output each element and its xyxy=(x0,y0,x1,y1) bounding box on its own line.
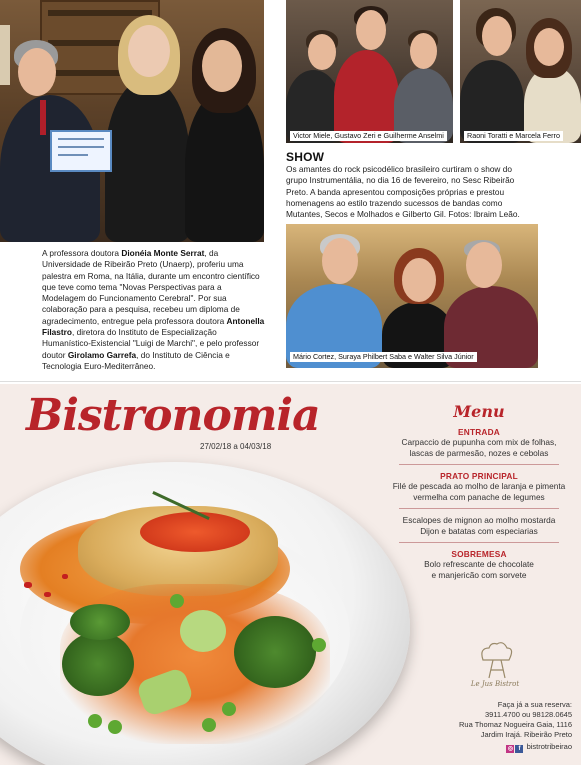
caption-toratti: Raoni Toratti e Marcela Ferro xyxy=(464,131,563,141)
name-serrat: Dionéia Monte Serrat xyxy=(121,248,205,258)
reserve-phones: 3911.4700 ou 98128.0645 xyxy=(484,710,572,719)
facebook-icon: f xyxy=(515,745,523,753)
name-filastro: Antonella Filastro xyxy=(42,315,265,338)
photo-toratti-ferro xyxy=(460,0,581,143)
bistrot-logo xyxy=(455,640,535,695)
menu-line: lascas de parmesão, nozes e cebolas xyxy=(409,448,549,458)
menu-heading-sobremesa: SOBREMESA xyxy=(451,549,507,559)
social-handle: bistrotribeirao xyxy=(526,742,572,751)
reserve-label: Faça já a sua reserva: xyxy=(497,700,572,709)
social-handle-row xyxy=(470,742,572,753)
menu-line: Escalopes de mignon ao molho mostarda xyxy=(402,515,556,525)
bistronomia-title: Bistronomia xyxy=(26,390,320,441)
reserve-neighborhood: Jardim Irajá. Ribeirão Preto xyxy=(480,730,572,739)
show-heading: SHOW xyxy=(286,150,325,164)
chef-tower-icon xyxy=(455,640,535,680)
reserve-address: Rua Thomaz Nogueira Gaia, 1116 xyxy=(459,720,572,729)
bistronomia-dates: 27/02/18 a 04/03/18 xyxy=(200,442,272,451)
menu-heading-entrada: ENTRADA xyxy=(458,427,500,437)
menu-line: Filé de pescada ao molho de laranja e pimenta xyxy=(392,481,566,491)
menu-principal xyxy=(386,471,572,543)
logo-lettering: Le Jus Bistrot xyxy=(470,680,520,688)
show-paragraph: Os amantes do rock psicodélico brasileiro curtiram o show do grupo Instrumentália, no dia 16 de fevereiro, no Sesc Ribeirão Preto. A banda apresentou composições próprias e prestou homenagens ao estilo trazendo sucessos de bandas como Mutantes, Secos e Molhados e Gilberto Gil. Fotos: Ibraim Leão. xyxy=(286,164,520,220)
caption-cortez: Mário Cortez, Suraya Philbert Saba e Walter Silva Júnior xyxy=(290,352,477,362)
menu-panel xyxy=(386,402,572,581)
serrat-article-paragraph: A professora doutora Dionéia Monte Serrat, da Universidade de Ribeirão Preto (Unaerp), proferiu uma palestra em Roma, na Itália, durante um encontro científico que teve como tema "Novas Perspectivas para a Modelagem do Funcionamento Cerebral". Por sua colaboração para a pesquisa, recebeu um diploma de agradecimento, entregue pela professora doutora Antonella Filastro, diretora do Instituto de Especialização Humanístico-Existencial "Luigi de Marchi", e pelo professor doutor Girolamo Garrefa, do Instituto de Ciência e Tecnologia Euro-Mediterrâneo. xyxy=(42,248,265,371)
menu-line: e manjericão com sorvete xyxy=(431,570,527,580)
menu-divider xyxy=(399,508,559,509)
name-garrefa: Girolamo Garrefa xyxy=(67,349,137,360)
reservation-info xyxy=(400,700,572,740)
menu-divider xyxy=(399,464,559,465)
photo-miele-zeri-anselmi xyxy=(286,0,453,143)
menu-line: vermelha com panache de legumes xyxy=(413,492,545,502)
menu-heading-principal: PRATO PRINCIPAL xyxy=(440,471,518,481)
instagram-icon: ◎ xyxy=(507,746,514,752)
photo-serrat-diploma xyxy=(0,0,264,242)
menu-title: Menu xyxy=(453,402,505,421)
caption-miele: Victor Miele, Gustavo Zeri e Guilherme Anselmi xyxy=(290,131,447,141)
menu-sobremesa xyxy=(386,549,572,581)
diploma-certificate xyxy=(50,130,112,172)
photo-cortez-saba-silva xyxy=(286,224,538,368)
menu-line: Carpaccio de pupunha com mix de folhas, xyxy=(401,437,557,447)
menu-divider xyxy=(399,542,559,543)
menu-line: Dijon e batatas com especiarias xyxy=(420,526,538,536)
section-divider xyxy=(0,381,581,382)
menu-line: Bolo refrescante de chocolate xyxy=(424,559,534,569)
menu-entrada xyxy=(386,427,572,465)
